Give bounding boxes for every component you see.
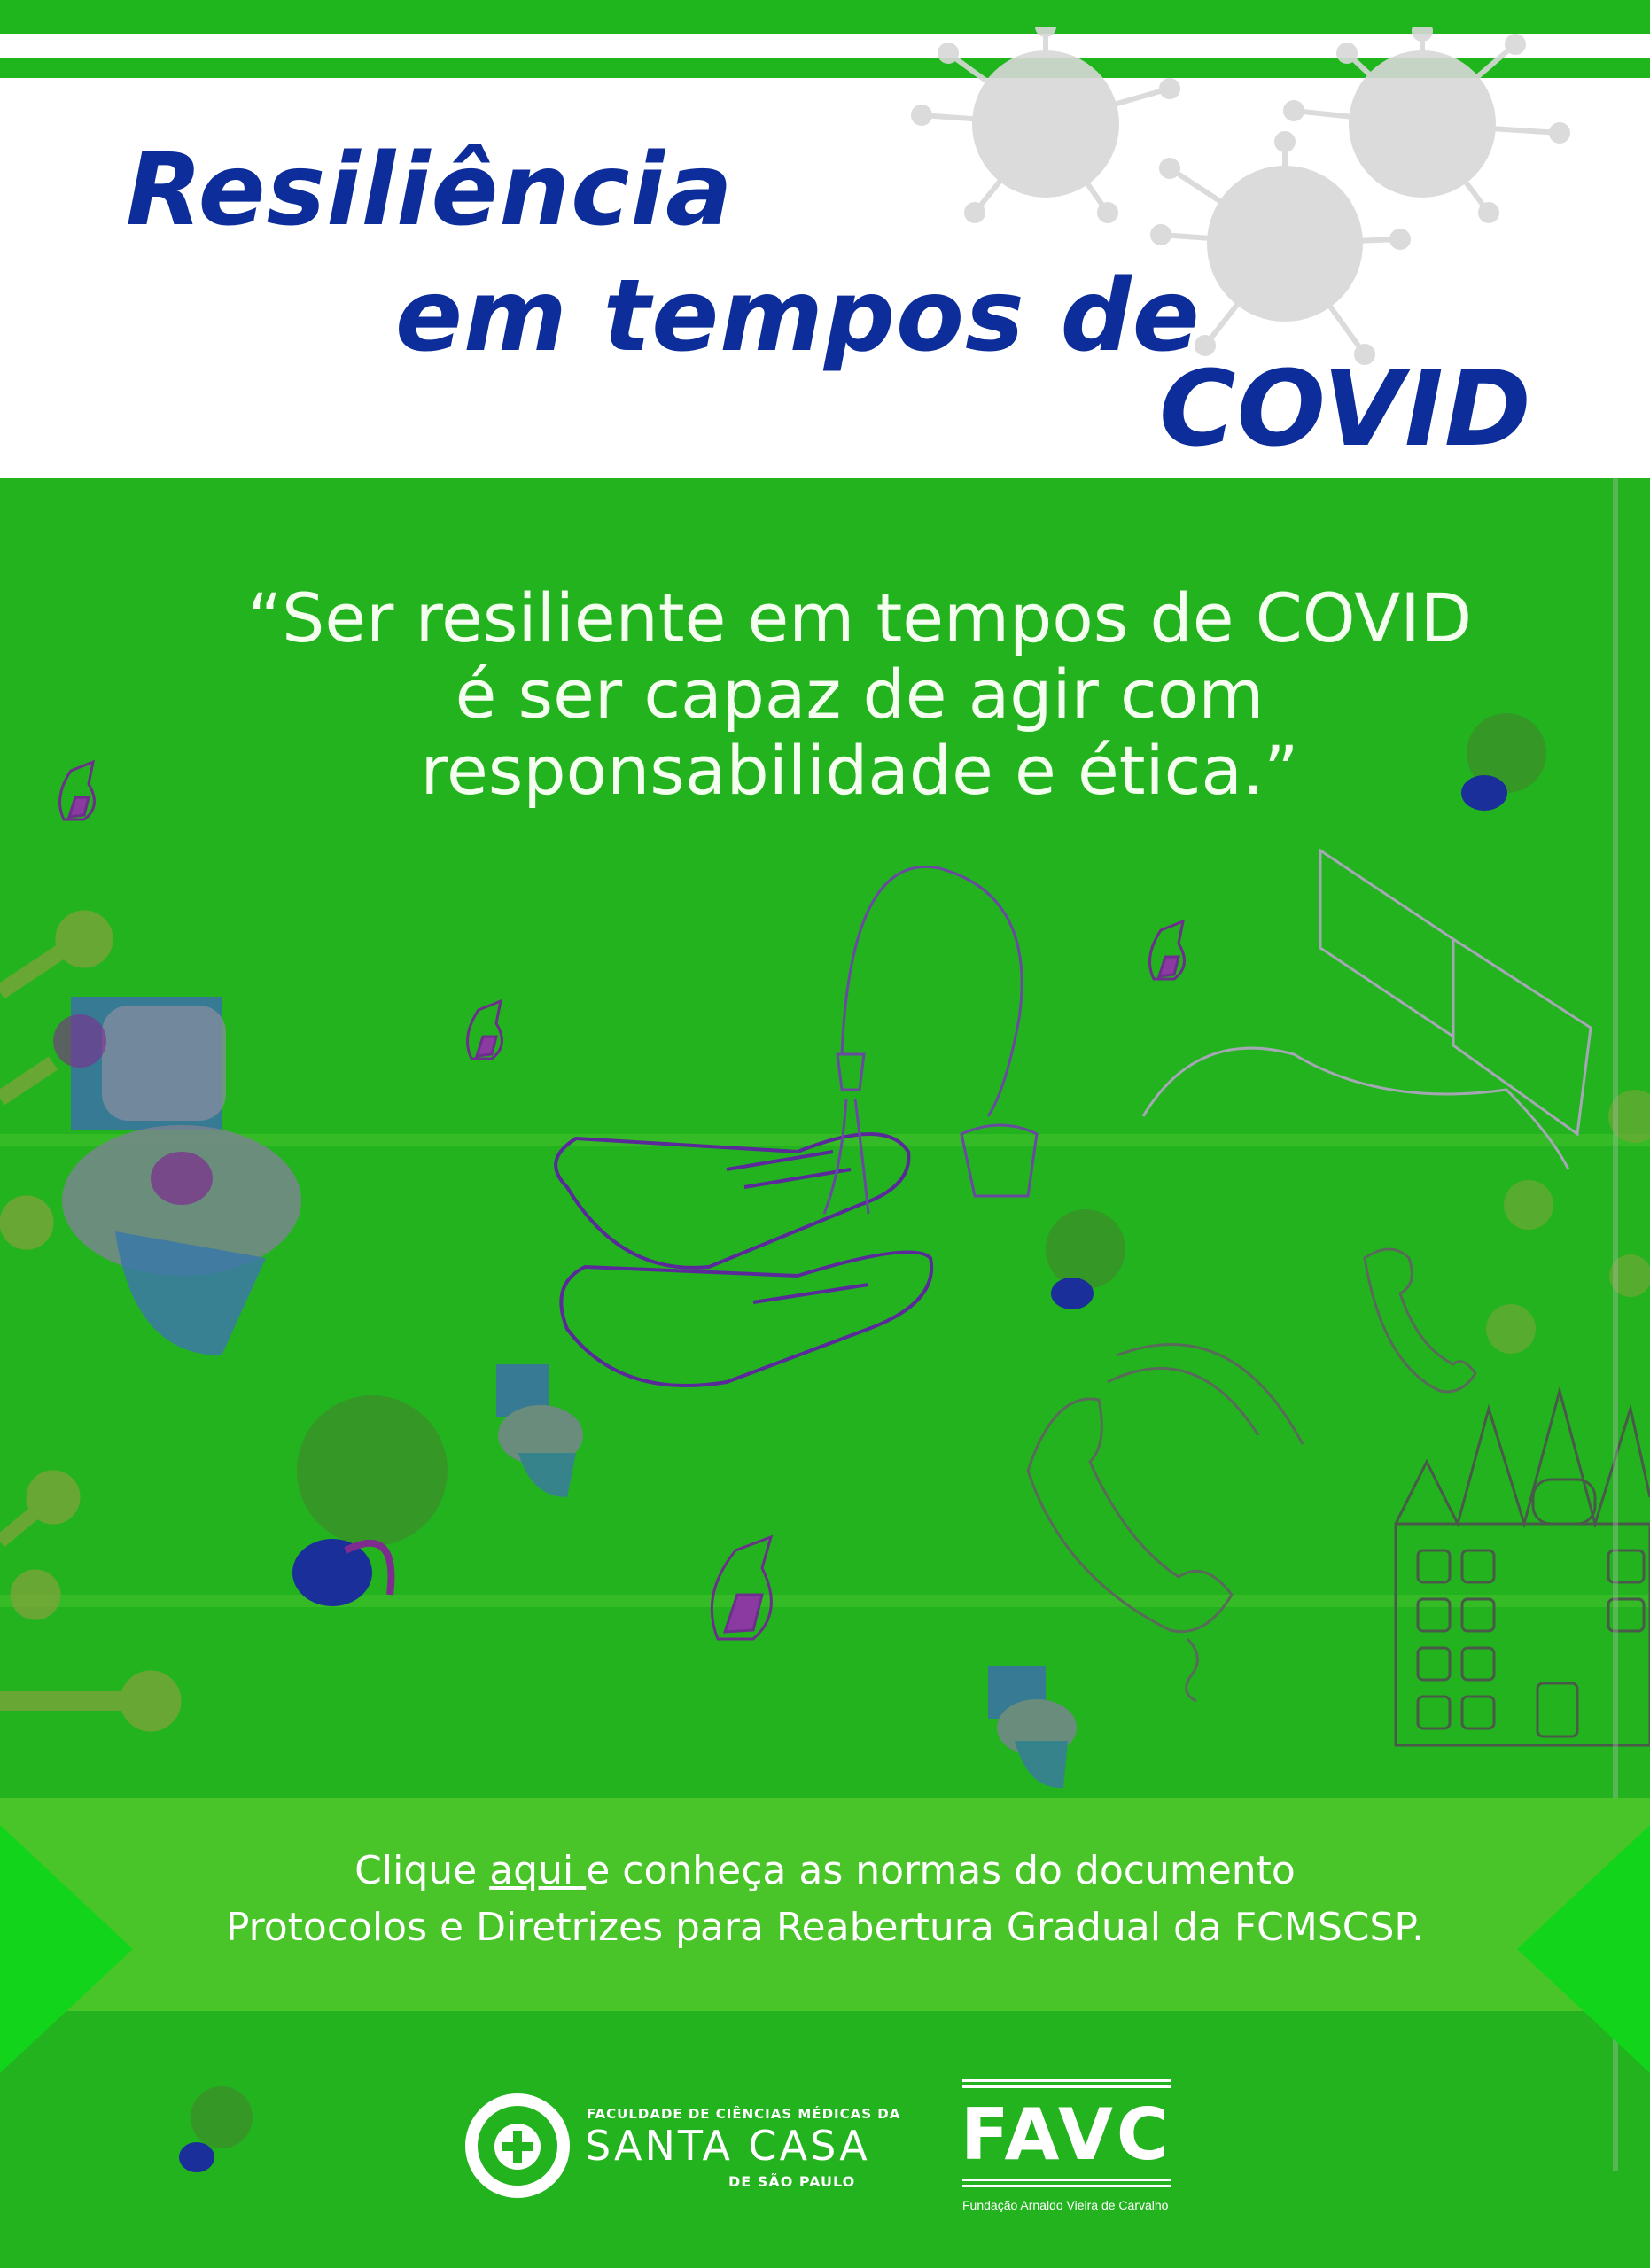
toilet-icon [496, 1364, 583, 1497]
favc-rule [962, 2085, 1171, 2088]
quote-line-3: responsabilidade e ética.” [420, 731, 1299, 810]
faucet-icon [824, 866, 1037, 1214]
favc-sub-text: Fundação Arnaldo Vieira de Carvalho [962, 2198, 1169, 2212]
cross-icon [494, 2124, 541, 2170]
window-icon [1143, 850, 1591, 1169]
aqui-link[interactable]: aqui [489, 1848, 587, 1893]
header [0, 0, 1650, 478]
banner-line-2: Protocolos e Diretrizes para Reabertura Gradual da FCMSCSP. [225, 1905, 1425, 1950]
banner-text [0, 1843, 1650, 1956]
quote-line-2: é ser capaz de agir com [455, 655, 1265, 734]
favc-rule [962, 2179, 1171, 2181]
santa-casa-main-text: SANTA CASA [585, 2122, 870, 2170]
title-line-2: em tempos de [395, 259, 1201, 374]
telephone-icon [1028, 1249, 1475, 1701]
santa-casa-top-text: FACULDADE DE CIÊNCIAS MÉDICAS DA [587, 2106, 901, 2122]
title-line-3: COVID [1159, 347, 1532, 470]
toilet-icon [53, 997, 301, 1355]
title-line-1: Resiliência [126, 133, 734, 248]
favc-logo [959, 2078, 1180, 2219]
toilet-icon [988, 1666, 1077, 1788]
santa-casa-logo [461, 2086, 901, 2202]
banner-line-1-end: e conheça as normas do documento [586, 1848, 1296, 1893]
banner-line-1-start: Clique [354, 1848, 490, 1893]
virus-icon [1486, 1090, 1650, 1354]
favc-rule [962, 2079, 1171, 2082]
quote-line-1: “Ser resiliente em tempos de COVID [246, 579, 1473, 657]
banner-line-1 [0, 1843, 1650, 1899]
quote [106, 580, 1613, 809]
santa-casa-bottom-text: DE SÃO PAULO [728, 2173, 856, 2190]
building-icon [1396, 1391, 1650, 1745]
hands-washing-icon [556, 1134, 931, 1386]
favc-main-text: FAVC [961, 2093, 1172, 2176]
favc-rule [962, 2185, 1171, 2187]
